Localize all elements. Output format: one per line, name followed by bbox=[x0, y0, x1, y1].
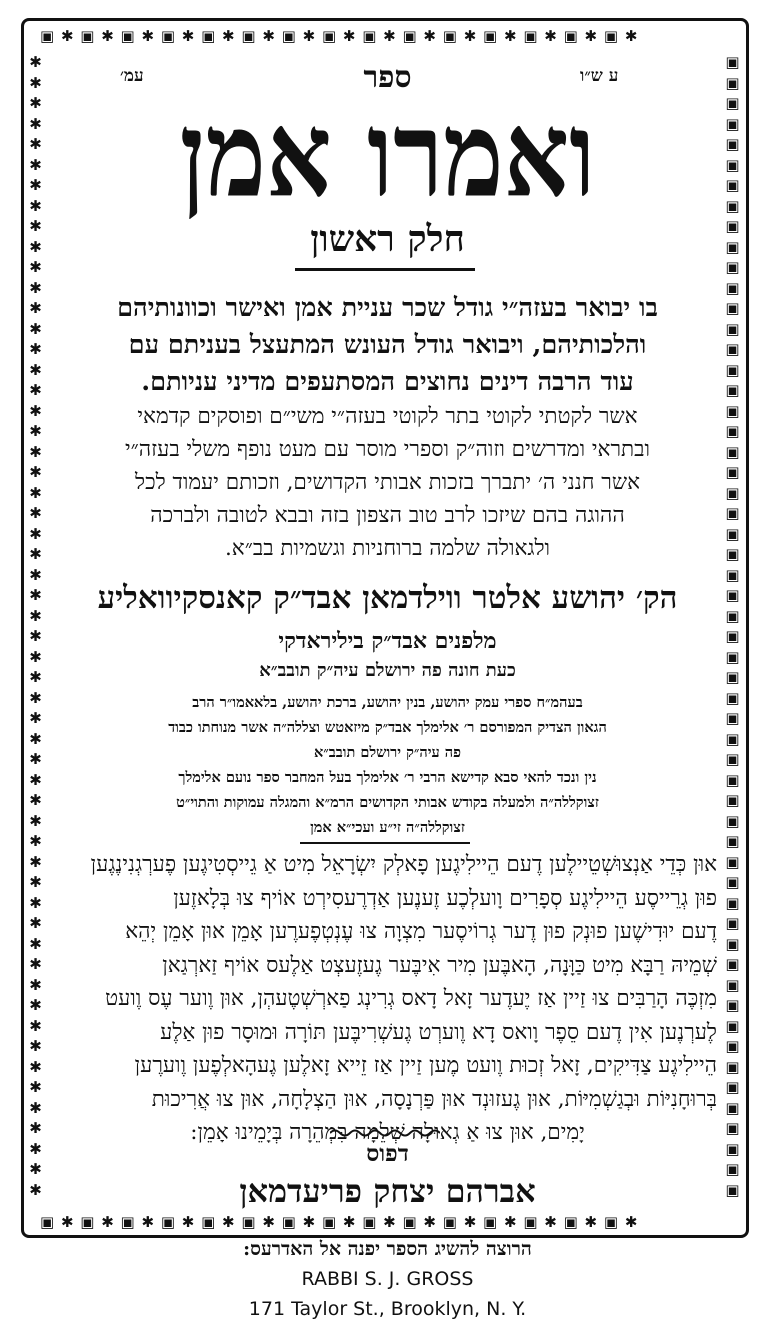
sefer-label: ספר bbox=[363, 60, 412, 95]
top-border-ornament: ▣ ✱ ▣ ✱ ▣ ✱ ▣ ✱ ▣ ✱ ▣ ✱ ▣ ✱ ▣ ✱ ▣ ✱ ▣ ✱ ▣ ✱ ▣ ✱ ▣ ✱ ▣ ✱ ▣ ✱ bbox=[40, 27, 639, 45]
publisher-name: אברהם יצחק פריעדמאן bbox=[239, 1172, 536, 1210]
lineage-line: זצוקללה״ה ולמעלה בקודש אבותי הקדושים הרמ״א והמגלה עמוקות והתוי״ט bbox=[176, 794, 599, 811]
lineage-line: זצוקללה״ה זי״ע ועכי״א אמן bbox=[310, 819, 465, 836]
section-divider bbox=[300, 842, 470, 844]
yiddish-line: הֵיילִיגֶע צַדִּיקִים, זָאל זְכוּת וֶועט מֶען זַיין אַז זֵייא זָאלֶען גֶעהָאלְפֶען וֶוערֶען bbox=[134, 1053, 717, 1078]
subtitle-underline bbox=[295, 268, 475, 271]
yiddish-line: יָמִים, אוּן צוּ אַ גְאוּלָה שְׁלֵמָה בִּמְהֵרָה בְּיָמֵינוּ אָמֵן: bbox=[190, 1120, 585, 1145]
sources-line: אשר לקטתי לקוטי בתר לקוטי בעזה״י משי״ם ופוסקים קדמאי bbox=[137, 404, 638, 429]
address-name: RABBI S. J. GROSS bbox=[301, 1268, 474, 1290]
address-street: 171 Taylor St., Brooklyn, N. Y. bbox=[248, 1298, 527, 1320]
author-works bbox=[60, 690, 715, 765]
sources-line: אשר חנני ה׳ יתברך בזכות אבותי הקדושים, וזכותם יעמוד לכל bbox=[135, 470, 640, 495]
sources-paragraph bbox=[60, 400, 715, 565]
page-label: עמ׳ bbox=[120, 66, 144, 86]
yiddish-paragraph bbox=[58, 848, 717, 1150]
yiddish-line: אוּן כְּדֵי אַנְצוּשְׁטֵיילֶען דֶעם הֵיילִיגֶען פָאלְק יִשְׂרָאֵל מִיט אַ גֵייסְטִיגֶען פֶערְגְנִינֶגֶען bbox=[90, 852, 717, 877]
yiddish-line: פוּן גְרֵייסֶע הֵיילִיגֶע סְפָרִים וָועלְכֶע זֶענֶען אַדְרֶעסִירְט אוֹיף צוּ בְּלָאזֶען bbox=[173, 885, 717, 911]
author-former-post: מלפנים אבד״ק ביליראדקי bbox=[278, 628, 497, 654]
book-title: ואמרו אמן bbox=[179, 86, 596, 224]
year-label: ע ש״ו bbox=[580, 66, 619, 86]
intro-paragraph bbox=[0, 290, 775, 401]
book-subtitle: חלק ראשון bbox=[310, 218, 465, 260]
yiddish-line: בְּרוּחָנִיּוֹת וּבְגַשְׁמִיּוֹת, אוּן גֶעזוּנְד אוּן פַּרְנָסָה, אוּן הַצְלָחָה, אוּן צוּ אֲרִיכוּת bbox=[151, 1086, 717, 1112]
lineage-line: נין ונכד להאי סבא קדישא הרבי ר׳ אלימלך בעל המחבר ספר נועם אלימלך bbox=[178, 769, 597, 786]
right-border-ornament: ▣ ▣ ▣ ▣ ▣ ▣ ▣ ▣ ▣ ▣ ▣ ▣ ▣ ▣ ▣ ▣ ▣ ▣ ▣ ▣ ▣ ▣ ▣ ▣ ▣ ▣ ▣ ▣ ▣ ▣ ▣ ▣ ▣ ▣ ▣ ▣ ▣ ▣ ▣ ▣ ▣ ▣ ▣ ▣ ▣ ▣ ▣ ▣ ▣ ▣ ▣ ▣ ▣ ▣ ▣ ▣ bbox=[725, 53, 741, 1199]
bottom-border-ornament: ▣ ✱ ▣ ✱ ▣ ✱ ▣ ✱ ▣ ✱ ▣ ✱ ▣ ✱ ▣ ✱ ▣ ✱ ▣ ✱ ▣ ✱ ▣ ✱ ▣ ✱ ▣ ✱ ▣ ✱ bbox=[40, 1213, 639, 1231]
yiddish-line: שְׁמֵיהּ רַבָּא מִיט כַּוָּנָה, הָאבֶּען מִיר אִיבֶּער גֶעזֶעצְט אַלֶעס אוֹיף זַארְגַאן bbox=[162, 952, 717, 978]
author-name: הק׳ יהושע אלטר ווילדמאן אבד״ק קאנסקיוואליע bbox=[97, 580, 678, 616]
sources-line: ההוגה בהם שיזכו לרב טוב הצפון בזה ובבא לטובה ולברכה bbox=[150, 503, 625, 528]
author-lineage bbox=[60, 765, 715, 840]
yiddish-line: דֶעם יוּדִישֶׁען פוּנְק פוּן דֶער גְרוֹיסֶער מִצְוָה צוּ עֶנְטְפֶערֶען אָמֵן אוּן אָמֵן יְהֵא bbox=[125, 919, 717, 944]
works-line: בעהמ״ח ספרי עמק יהושע, בנין יהושע, ברכת יהושע, בלאאמו״ר הרב bbox=[192, 694, 583, 711]
intro-line: בו יבואר בעזה״י גודל שכר עניית אמן ואישר וכוונותיהם bbox=[117, 293, 658, 323]
intro-line: עוד הרבה דינים נחוצים המסתעפים מדיני עניותם. bbox=[141, 367, 634, 397]
intro-line: והלכותיהם, ויבואר גודל העונש המתעצל בעניתם עם bbox=[128, 330, 647, 360]
sources-line: ולגאולה שלמה ברוחניות וגשמיות בב״א. bbox=[224, 536, 551, 561]
works-line: הגאון הצדיק המפורסם ר׳ אלימלך אבד״ק מיזאטש וצללה״ה אשר מנוחתו כבוד bbox=[168, 719, 607, 736]
print-label: דפוס bbox=[366, 1140, 409, 1167]
yiddish-line: לֶערְנֶען אִין דֶעם סֵפֶר וָואס דָא וֶוערְט גֶעשְׁרִיבֶּען תּוֹרָה וּמוּסָר פוּן אַלֶע bbox=[160, 1019, 717, 1045]
left-border-ornament: ✱ ✱ ✱ ✱ ✱ ✱ ✱ ✱ ✱ ✱ ✱ ✱ ✱ ✱ ✱ ✱ ✱ ✱ ✱ ✱ ✱ ✱ ✱ ✱ ✱ ✱ ✱ ✱ ✱ ✱ ✱ ✱ ✱ ✱ ✱ ✱ ✱ ✱ ✱ ✱ ✱ ✱ ✱ ✱ ✱ ✱ ✱ ✱ ✱ ✱ ✱ ✱ ✱ ✱ ✱ ✱ bbox=[29, 53, 43, 1199]
wavy-divider bbox=[330, 1128, 440, 1138]
yiddish-line: מִזְכֶּה הָרַבִּים צוּ זַיין אַז יֶעדֶער זָאל דָאס גְרִינְג פַארְשְׁטֶעהְן, אוּן וֶוער עֶס וֶועט bbox=[105, 986, 717, 1011]
works-line: פה עיה״ק ירושלם תובב״א bbox=[313, 744, 462, 761]
author-current-residence: כעת חונה פה ירושלם עיה״ק תובב״א bbox=[259, 660, 516, 681]
address-notice: הרוצה להשיג הספר יפנה אל האדרעס: bbox=[243, 1238, 532, 1260]
sources-line: ובתראי ומדרשים וזוה״ק וספרי מוסר עם מעט נופף משלי בעזה״י bbox=[124, 437, 650, 462]
